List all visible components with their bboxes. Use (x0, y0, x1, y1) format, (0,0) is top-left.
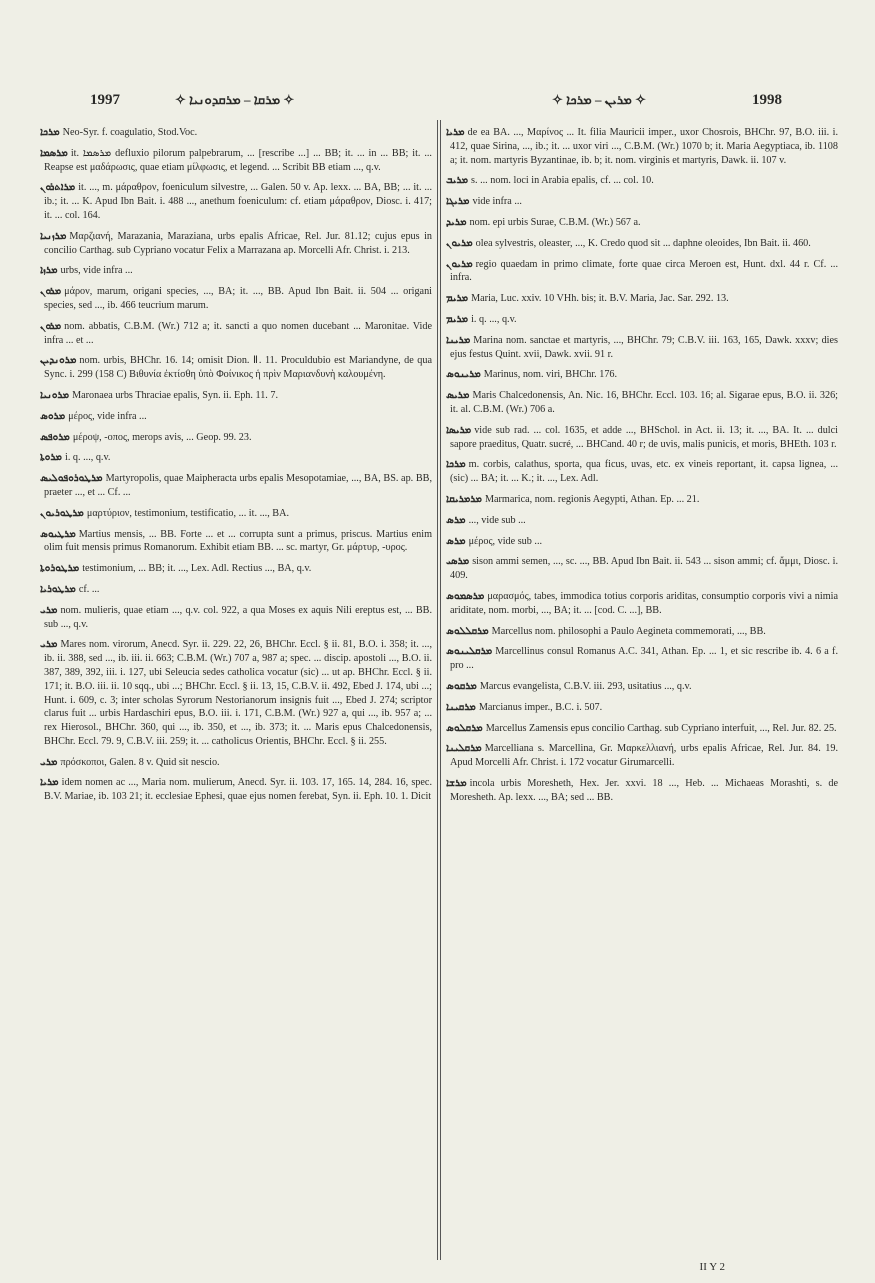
syriac-headword: ܡܪܩܝܢܐ (446, 701, 476, 713)
entry-text: μέρος, vide infra ... (68, 410, 147, 422)
entry-text: Marcellus nom. philosophi a Paulo Aegineta commemorati, ..., BB. (491, 625, 766, 637)
dictionary-entry (446, 514, 838, 528)
running-head-right: ✧ ܡܪܝܢ ‒ ܡܪܟܐ ✧ (552, 92, 647, 107)
entry-text: Μαρζιανή, Marazania, Maraziana, urbs epalis Africae, Rel. Jur. 81.12; cujus epus in concilio Carthag. sub Cypriano vocatur Felix a Marrazana ap. Morcelli Afr. Christ. i. 213. (44, 230, 432, 256)
syriac-headword: ܡܪܣܡܐ (40, 147, 68, 159)
syriac-headword: ܡܪܝܡ (446, 313, 469, 325)
syriac-headword: ܡܪܛܘܪܘܦܘܠܝܣ (40, 473, 103, 485)
syriac-headword: ܡܪܙܢܝܐ (40, 230, 67, 242)
dictionary-entry (446, 535, 838, 549)
syriac-headword: ܡܪܝ (40, 756, 58, 768)
dictionary-entry (446, 237, 838, 251)
dictionary-entry (446, 645, 838, 673)
entry-text: s. ... nom. loci in Arabia epalis, cf. ... col. 10. (471, 175, 654, 187)
syriac-headword: ܡܪܝܘܢ (446, 258, 473, 270)
entry-text: m. corbis, calathus, sporta, qua ficus, uvas, etc. ex vineis reportant, it. capsa lignea, ... (sic) ... BA; it. ... K.; it. ..., Lex. Adl. (450, 459, 838, 485)
entry-text: Mares nom. virorum, Anecd. Syr. ii. 229. 22, 26, BHChr. Eccl. § ii. 81, B.O. i. 358; it. ..., ib. ii. 388, sed ..., ib. iii. ii. 663; C.B.M. (Wr.) 707 a, 987 a; spec. ... discip. apostoli ..., B.O. ii. 387, 389, 392, iii. i. 127, ubi Seleucia sedes catholica vocatur (sic) ... ut ap. BHChr. Eccl. § ii. 171; it. B.O. iii. ii. 10 sqq., ubi ...; BHChr. Eccl. § ii. 13, 15, C.B.V. ii. 492, Ebed J. 174, ubi ...; Hunt. i. 609, c. 3; inter scholas Syrorum Nestorianorum insignis fuit ..., Ebed J. 274; scriptor clarus fuit ... urbis Hardaschiri epus, B.O. iii. i. 171, C.B.M. (Wr.) 927 a, qui ..., ib. 957 a; ... rex Hierosol., BHChr. 360, qui ..., ib. 350, et ..., ib. 373; it. ... Maris epus Chalcedonensis, BHChr. Eccl. 79. 9, C.B.V. iii. 259; it. ... catholicus Orientis, BHChr. Eccl. § ii. 255. (44, 639, 432, 747)
syriac-headword: ܡܪܫܐ (446, 777, 467, 789)
syriac-headword: ܡܪܣ (446, 535, 466, 547)
syriac-headword: ܡܪܟܐ (40, 127, 60, 138)
dictionary-entry (446, 126, 838, 167)
entry-text: μάρον, marum, origani species, ..., BA; it. ..., BB. Apud Ibn Bait. ii. 504 ... origani species, sed ..., ib. 466 teucrium marum. (44, 286, 432, 311)
syriac-headword: ܡܪܩܘܣ (446, 680, 477, 692)
dictionary-entry (446, 777, 838, 805)
entry-text: ..., vide sub ... (468, 514, 526, 526)
entry-text: nom. abbatis, C.B.M. (Wr.) 712 a; it. sancti a quo nomen ducebant ... Maronitae. Vide infra ... et ... (44, 320, 432, 346)
dictionary-entry (40, 410, 432, 424)
dictionary-entry (40, 431, 432, 445)
dictionary-entry (446, 195, 838, 209)
dictionary-entry (40, 230, 432, 258)
dictionary-entry (40, 451, 432, 465)
syriac-headword: ܡܪܩܠܘܣ (446, 722, 483, 734)
entry-text: regio quaedam in primo climate, forte quae circa Meroen est, Hunt. dxl. 44 r. Cf. ... infra. (450, 258, 838, 284)
dictionary-entry (40, 562, 432, 576)
entry-text: sison ammi semen, ..., sc. ..., BB. Apud Ibn Bait. ii. 543 ... sison ammi; cf. ἄμμι, Diosc. i. 409. (450, 556, 838, 582)
syriac-headword: ܡܪܣܝ (446, 556, 470, 568)
entry-text: vide sub rad. ... col. 1635, et adde ..., BHSchol. in Act. ii. 13; it. ..., BA. It. ... dulci sapore praeditus, Quatr. sucré, ... BHCand. 40 r; de uvis, malis punicis, et moris, BHEth. 103 r. (450, 424, 838, 450)
entry-text: μαρασμός, tabes, immodica totius corporis ariditas, consumptio corporis vivi a nimia ariditate, nom. morbi, ..., BA; it. ... [cod. C. ...], BB. (450, 590, 838, 616)
syriac-headword: ܡܪܘܢ (40, 320, 62, 332)
syriac-headword: ܡܪܩܠܠܘܣ (446, 625, 489, 637)
syriac-headword: ܡܪܣܡܘܣ (446, 590, 485, 602)
column-divider (437, 120, 438, 1260)
syriac-headword: ܡܪܐܬܪܘܢ (40, 182, 76, 194)
dictionary-entry (40, 181, 432, 222)
syriac-headword: ܡܪܝܢܐ (446, 334, 471, 346)
syriac-headword: ܡܪܝ (40, 639, 58, 651)
syriac-headword: ܡܪܛܘܪܘܬܐ (40, 563, 80, 575)
dictionary-entry (40, 638, 432, 748)
syriac-headword: ܡܪܘܢܝܐ (40, 389, 70, 401)
entry-text: vide infra ... (472, 196, 522, 208)
dictionary-entry (446, 258, 838, 286)
left-column (40, 126, 432, 811)
entry-text: Marmarica, nom. regionis Aegypti, Athan. Ep. ... 21. (484, 493, 700, 505)
dictionary-entry (40, 756, 432, 770)
entry-text: olea sylvestris, oleaster, ..., K. Credo quod sit ... daphne oleoides, Ibn Bait. ii. 460. (475, 237, 811, 249)
entry-text: nom. epi urbis Surae, C.B.M. (Wr.) 567 a. (469, 216, 641, 228)
entry-text: πρόσκοποι, Galen. 8 v. Quid sit nescio. (60, 756, 220, 768)
dictionary-entry (40, 583, 432, 597)
syriac-headword: ܡܪܘܣ (40, 410, 66, 422)
syriac-headword: ܡܪܛܘܪܝܘܢ (40, 507, 84, 519)
dictionary-entry (446, 292, 838, 306)
entry-text: incola urbis Moresheth, Hex. Jer. xxvi. 18 ..., Heb. ... Michaeas Morashti, s. de Moresheth. Ap. lexx. ..., BA; sed ... BB. (450, 777, 838, 803)
syriac-headword: ܡܪܝܐ (40, 777, 59, 789)
entry-text: urbs, vide infra ... (60, 265, 133, 277)
entry-text: idem nomen ac ..., Maria nom. mulierum, Anecd. Syr. ii. 103. 17, 165. 14, 284. 16, spec. B.V. Mariae, ib. 103 21; it. ecclesiae Ephesi, quae ejus nomen ferebat, Syn. ii. Eph. 10. 1. Dicit (44, 777, 432, 803)
syriac-headword: ܡܪܝܒ (446, 175, 469, 187)
right-column (446, 126, 838, 811)
entry-text: Martius mensis, ... BB. Forte ... et ... corrupta sunt a primus, priscus. Martius enim olim fuit mensis primus Romanorum. Exhibit etiam BB. ... sc. martyr, Gr. μάρτυρ, -υρος. (44, 528, 432, 554)
dictionary-entry (446, 334, 838, 362)
syriac-headword: ܡܪܝܢܘܣ (446, 369, 481, 381)
dictionary-entry (40, 354, 432, 382)
syriac-headword: ܡܪܘܦܣ (40, 431, 70, 443)
entry-text: Marina nom. sanctae et martyris, ..., BHChr. 79; C.B.V. iii. 163, 165, Dawk. xxxv; dies ejus festus Quint. xvii, Dawk. xvii. 91 r. (450, 334, 838, 360)
dictionary-entry (40, 528, 432, 556)
syriac-headword: ܡܪܝ (40, 604, 58, 616)
running-head-left: ✧ ܡܪܩܐ ‒ ܡܪܩܕܘܢܝܐ ✧ (175, 92, 295, 107)
dictionary-entry (40, 126, 432, 140)
entry-text: Neo-Syr. f. coagulatio, Stod.Voc. (62, 127, 198, 138)
dictionary-entry (446, 458, 838, 486)
syriac-headword: ܡܪܘܢ (40, 286, 62, 298)
entry-text: Marcus evangelista, C.B.V. iii. 293, usitatius ..., q.v. (479, 680, 692, 692)
syriac-headword: ܡܪܙܐ (40, 265, 58, 277)
dictionary-entry (40, 147, 432, 175)
syriac-headword: ܡܪܝܕ (446, 216, 467, 228)
dictionary-entry (446, 742, 838, 770)
entry-text: nom. mulieris, quae etiam ..., q.v. col. 922, a qua Moses ex aquis Nili ereptus est, ... BB. sub ..., q.v. (44, 604, 432, 630)
dictionary-entry (40, 389, 432, 403)
syriac-headword: ܡܪܘܬܐ (40, 452, 62, 464)
entry-text: i. q. ..., q.v. (471, 313, 517, 325)
entry-text: Marcelliana s. Marcellina, Gr. Μαρκελλιανή, urbs epalis Africae, Rel. Jur. 84. 19. Apud Morcelli Afr. Christ. i. 172 vocatur Girumarcelli. (450, 743, 838, 769)
syriac-headword: ܡܪܝܡ (446, 293, 469, 305)
dictionary-entry (446, 555, 838, 583)
syriac-headword: ܡܪܛܝܘܣ (40, 528, 76, 540)
syriac-headword: ܡܪܩܠܝܢܘܣ (446, 646, 493, 658)
entry-text: Marcellus Zamensis epus concilio Carthag. sub Cypriano interfuit, ..., Rel. Jur. 82. 25. (485, 722, 837, 734)
entry-text: Maria, Luc. xxiv. 10 VHh. bis; it. B.V. Maria, Jac. Sar. 292. 13. (471, 293, 729, 305)
dictionary-entry (446, 493, 838, 507)
dictionary-entry (40, 507, 432, 521)
dictionary-entry (446, 389, 838, 417)
syriac-headword: ܡܪܝܣܐ (446, 424, 472, 436)
column-divider-2 (440, 120, 441, 1260)
signature-mark: II Y 2 (699, 1261, 725, 1273)
dictionary-entry (40, 604, 432, 632)
dictionary-entry (446, 701, 838, 715)
dictionary-entry (40, 264, 432, 278)
syriac-headword: ܡܪܘܢܕܝܢ (40, 355, 77, 367)
syriac-headword: ܡܪܛܘܪܝܐ (40, 583, 76, 595)
syriac-headword: ܡܪܡܪܝܩܐ (446, 493, 482, 505)
entry-text: cf. ... (78, 583, 100, 595)
entry-text: testimonium, ... BB; it. ..., Lex. Adl. Rectius ..., BA, q.v. (82, 563, 312, 575)
dictionary-entry (446, 590, 838, 618)
entry-text: Martyropolis, quae Maipheracta urbs epalis Mesopotamiae, ..., BA, BS. ap. BB, praeter ..., et ... Cf. ... (44, 473, 432, 498)
dictionary-entry (446, 680, 838, 694)
dictionary-entry (446, 216, 838, 230)
syriac-headword: ܡܪܩܠܝܢܐ (446, 743, 482, 755)
dictionary-entry (446, 174, 838, 188)
syriac-headword: ܡܪܝܐ (446, 127, 465, 138)
entry-text: it. ܡܪܣܡܐ defluxio pilorum palpebrarum, ... [rescribe ...] ... BB; it. ... in ... BB; it. ... Reapse est μαδάρωσις, quae etiam μίλφωσις, et legend. ... Scribit BB etiam ..., q.v. (44, 147, 432, 173)
dictionary-entry (40, 776, 432, 804)
syriac-headword: ܡܪܝܘܢ (446, 237, 473, 249)
entry-text: μαρτύριον, testimonium, testificatio, ... it. ..., BA. (86, 507, 289, 519)
entry-text: de ea BA. ..., Μαρίνος ... It. filia Mauricii imper., uxor Chosrois, BHChr. 97, B.O. iii. i. 412, quae Sirina, ..., ib.; it. ... uxor viri ..., C.B.M. (Wr.) 1070 b; it. Maria Aegyptiaca, ib. 1108 a; it. nom. martyris Byzantinae, ib. b; it. nom. virginis et martyris, Dawk. ii. 107 v. (450, 127, 838, 166)
syriac-headword: ܡܪܟܐ (446, 459, 466, 471)
page-number-right: 1998 (752, 92, 782, 108)
syriac-headword: ܡܪܝܓܐ (446, 196, 470, 208)
entry-text: Maronaea urbs Thraciae epalis, Syn. ii. Eph. 11. 7. (72, 389, 279, 401)
dictionary-entry (40, 285, 432, 313)
dictionary-entry (446, 424, 838, 452)
dictionary-entry (446, 722, 838, 736)
entry-text: Marcellinus consul Romanus A.C. 341, Athan. Ep. ... 1, et sic rescribe ib. 4. 6 a f. pro ... (450, 646, 838, 672)
entry-text: it. ..., m. μάραθρον, foeniculum silvestre, ... Galen. 50 v. Ap. lexx. ... BA, BB; ... it. ... ib.; it. ... K. Apud Ibn Bait. i. 488 ..., anethum foeniculum: cf. etiam μάραθρον, Diosc. i. 417; it. ... col. 164. (44, 182, 432, 221)
dictionary-entry (446, 368, 838, 382)
entry-text: Marinus, nom. viri, BHChr. 176. (483, 369, 618, 381)
entry-text: μέροψ, -οπος, merops avis, ... Geop. 99. 23. (72, 431, 252, 443)
dictionary-entry (446, 313, 838, 327)
dictionary-entry (446, 625, 838, 639)
page-number-left: 1997 (90, 92, 120, 108)
syriac-headword: ܡܪܝܣ (446, 390, 470, 402)
entry-text: Marcianus imper., B.C. i. 507. (478, 701, 603, 713)
syriac-headword: ܡܪܣ (446, 514, 466, 526)
dictionary-entry (40, 472, 432, 500)
dictionary-entry (40, 320, 432, 348)
entry-text: i. q. ..., q.v. (64, 452, 111, 464)
entry-text: μέρος, vide sub ... (468, 535, 543, 547)
entry-text: nom. urbis, BHChr. 16. 14; omisit Dion. Ⅱ. 11. Proculdubio est Mariandyne, de qua Sync. i. 299 (158 C) Βιθυνία ἐκτίσθη ὑπὸ Φοίνικος ἡ πρὶν Μαριανδυνὴ καλουμένη. (44, 355, 432, 381)
entry-text: Maris Chalcedonensis, An. Nic. 16, BHChr. Eccl. 103. 16; al. Sigarae epus, B.O. ii. 326; it. al. C.B.M. (Wr.) 706 a. (450, 390, 838, 415)
